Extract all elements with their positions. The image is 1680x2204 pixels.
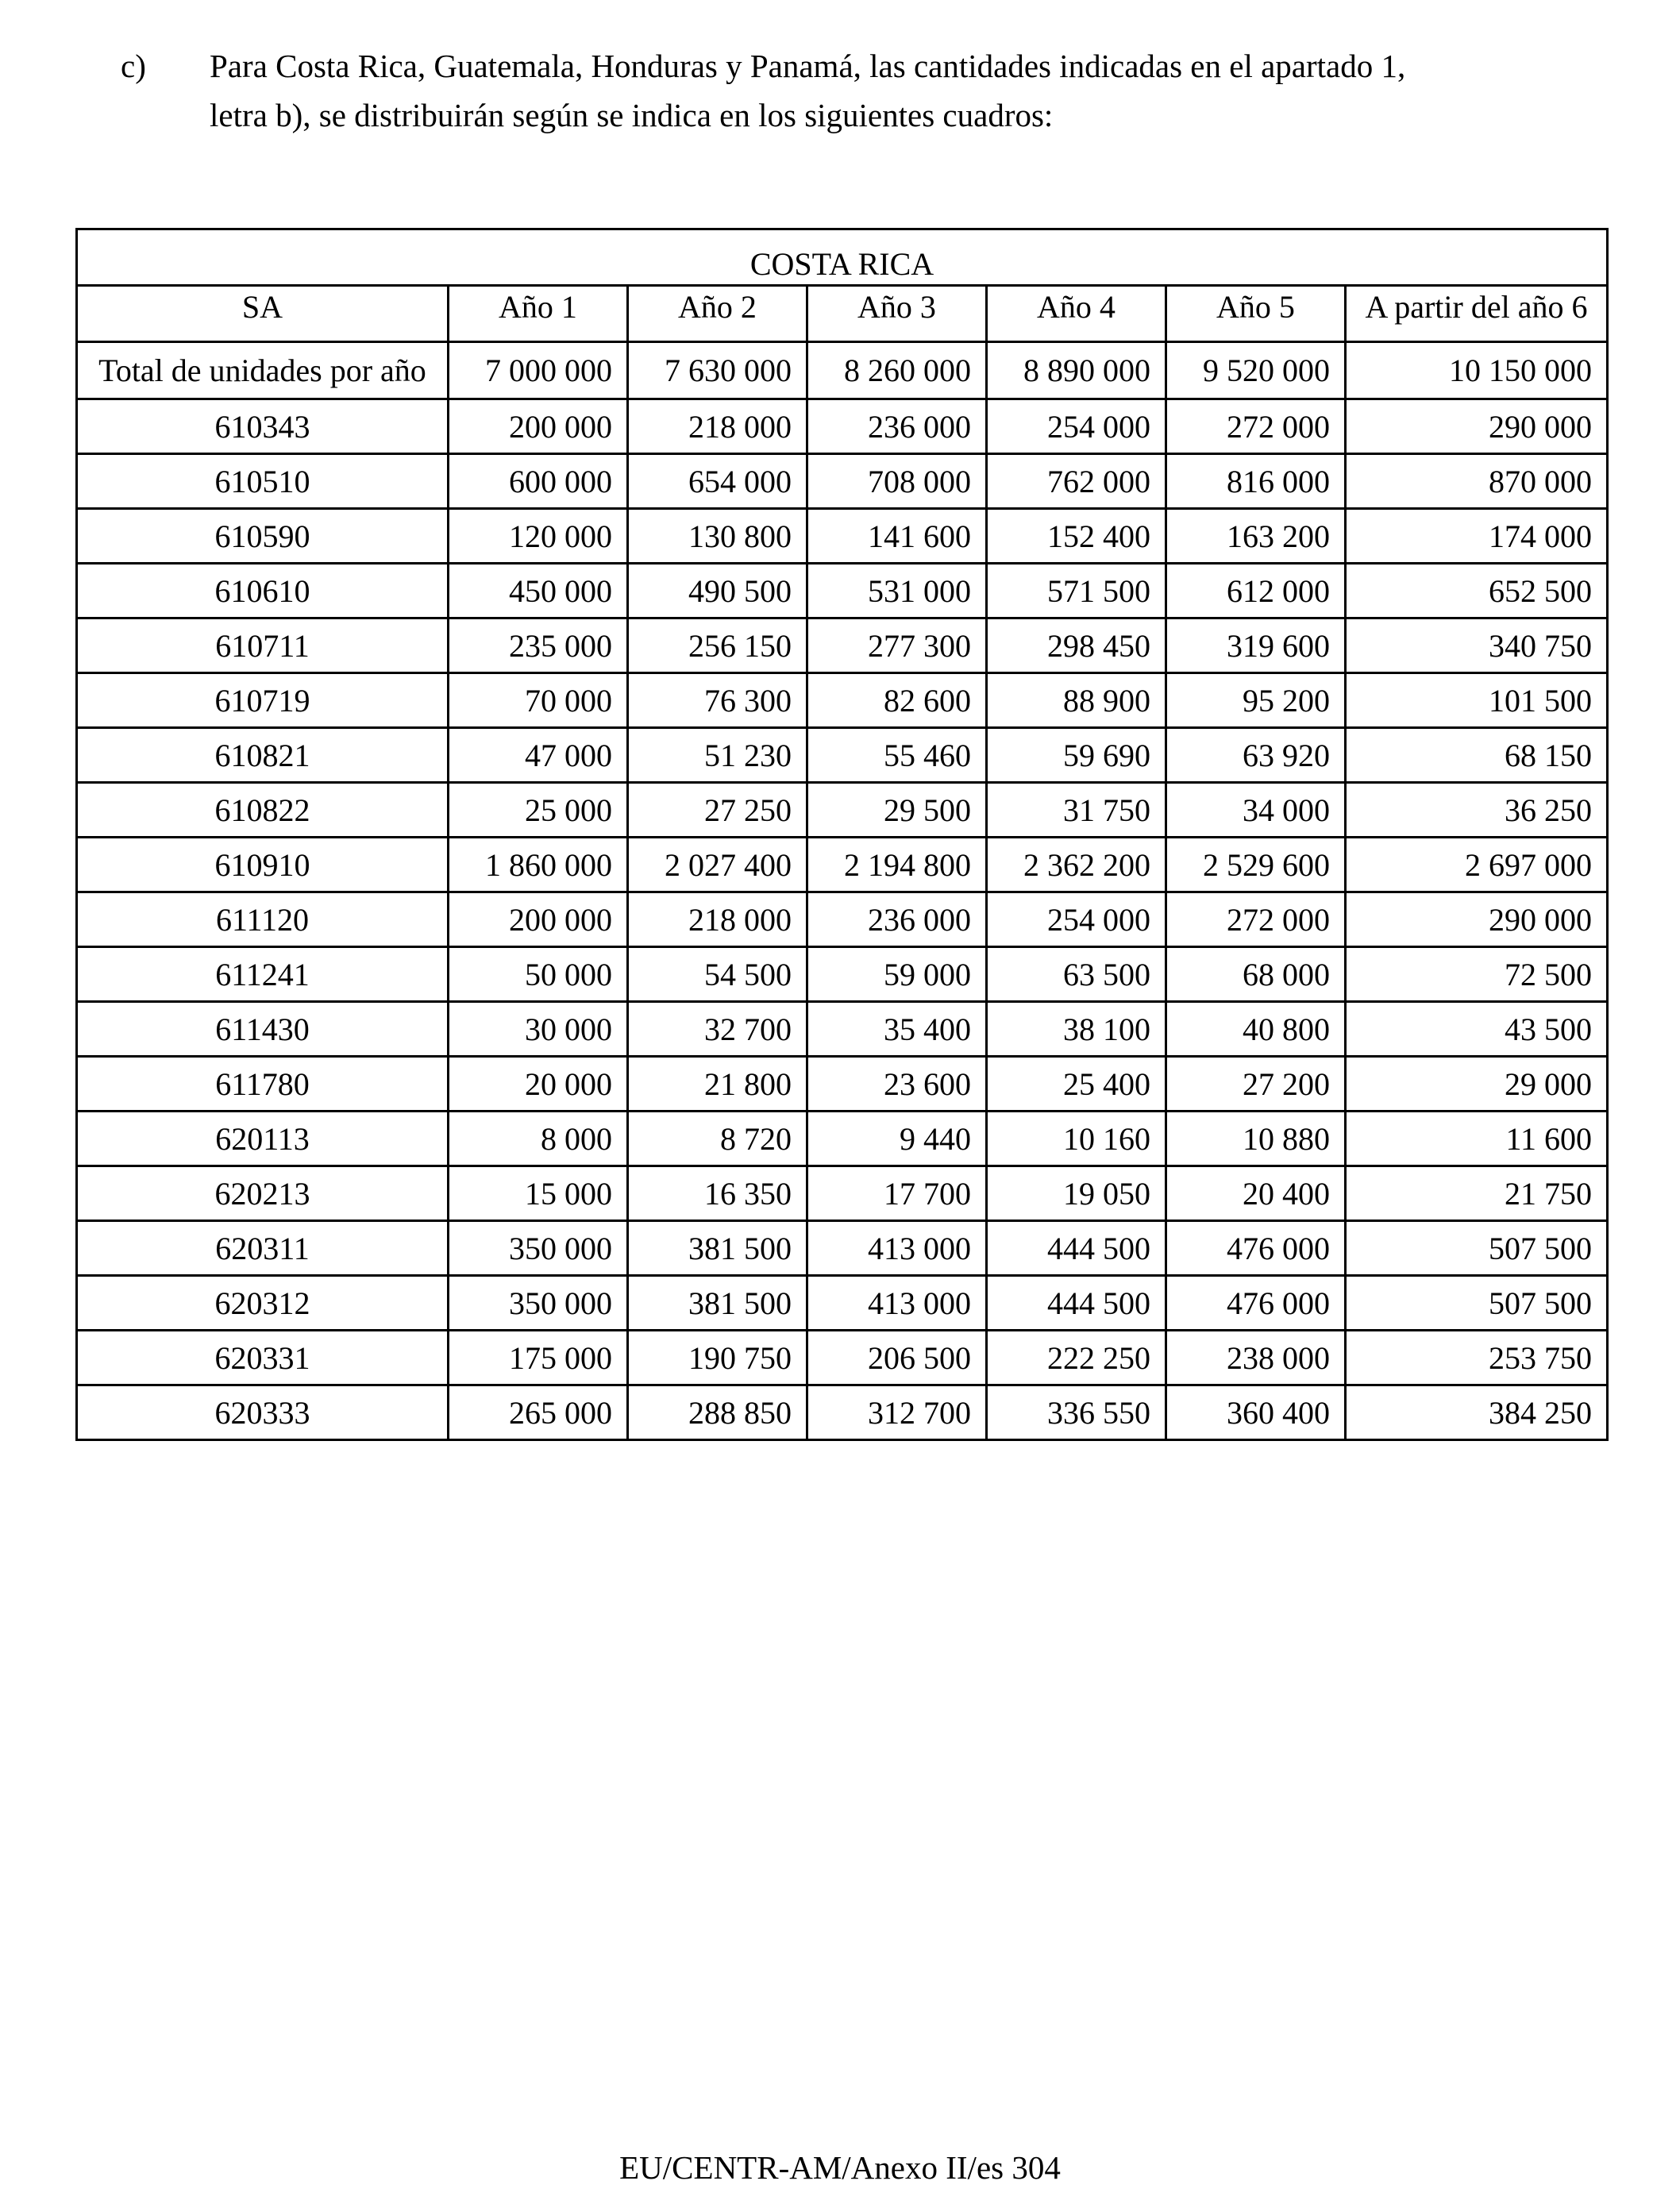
sa-code: 610821 [77, 728, 449, 783]
quantity-cell: 17 700 [807, 1166, 987, 1221]
header-year-5: Año 5 [1166, 286, 1346, 342]
quantity-cell: 8 260 000 [807, 342, 987, 399]
quantity-cell: 68 150 [1346, 728, 1608, 783]
quantity-cell: 360 400 [1166, 1385, 1346, 1440]
table-row [77, 564, 1608, 618]
header-year-6: A partir del año 6 [1346, 286, 1608, 342]
table-row [77, 1112, 1608, 1166]
quantity-cell: 55 460 [807, 728, 987, 783]
quantity-cell: 413 000 [807, 1221, 987, 1276]
sa-code: 620333 [77, 1385, 449, 1440]
quantity-cell: 82 600 [807, 673, 987, 728]
quantity-cell: 762 000 [987, 454, 1166, 509]
quantity-cell: 652 500 [1346, 564, 1608, 618]
table-row [77, 454, 1608, 509]
quantity-cell: 9 440 [807, 1112, 987, 1166]
table-body [77, 342, 1608, 1440]
intro-line-2: letra b), se distribuirán según se indica en los siguientes cuadros: [210, 97, 1054, 133]
quantity-cell: 612 000 [1166, 564, 1346, 618]
quantity-cell: 200 000 [449, 892, 628, 947]
quantity-cell: 816 000 [1166, 454, 1346, 509]
quantity-cell: 507 500 [1346, 1221, 1608, 1276]
table-row [77, 618, 1608, 673]
list-marker: c) [121, 48, 146, 84]
quantity-cell: 2 194 800 [807, 838, 987, 892]
quantity-cell: 31 750 [987, 783, 1166, 838]
quantity-cell: 444 500 [987, 1276, 1166, 1331]
quantity-cell: 95 200 [1166, 673, 1346, 728]
quantity-cell: 63 920 [1166, 728, 1346, 783]
quantity-cell: 54 500 [628, 947, 807, 1002]
quantity-cell: 476 000 [1166, 1276, 1346, 1331]
quantity-cell: 708 000 [807, 454, 987, 509]
quantity-cell: 7 000 000 [449, 342, 628, 399]
quantity-cell: 254 000 [987, 892, 1166, 947]
quantity-cell: 20 000 [449, 1057, 628, 1112]
sa-code: 611430 [77, 1002, 449, 1057]
table-row [77, 1221, 1608, 1276]
quantity-cell: 218 000 [628, 892, 807, 947]
quantity-cell: 256 150 [628, 618, 807, 673]
quantity-cell: 870 000 [1346, 454, 1608, 509]
quantity-cell: 2 362 200 [987, 838, 1166, 892]
quantity-cell: 101 500 [1346, 673, 1608, 728]
sa-code: 620312 [77, 1276, 449, 1331]
quantity-cell: 175 000 [449, 1331, 628, 1385]
sa-code: 610590 [77, 509, 449, 564]
quantity-cell: 2 529 600 [1166, 838, 1346, 892]
quantity-cell: 277 300 [807, 618, 987, 673]
quantity-cell: 413 000 [807, 1276, 987, 1331]
quantity-cell: 490 500 [628, 564, 807, 618]
quantity-cell: 238 000 [1166, 1331, 1346, 1385]
quantity-cell: 25 000 [449, 783, 628, 838]
quantity-cell: 1 860 000 [449, 838, 628, 892]
quota-table [75, 228, 1609, 1441]
header-year-4: Año 4 [987, 286, 1166, 342]
quantity-cell: 312 700 [807, 1385, 987, 1440]
header-year-2: Año 2 [628, 286, 807, 342]
quantity-cell: 235 000 [449, 618, 628, 673]
total-label: Total de unidades por año [77, 342, 449, 399]
quantity-cell: 8 890 000 [987, 342, 1166, 399]
quantity-cell: 36 250 [1346, 783, 1608, 838]
quantity-cell: 47 000 [449, 728, 628, 783]
sa-code: 610910 [77, 838, 449, 892]
quantity-cell: 40 800 [1166, 1002, 1346, 1057]
quantity-cell: 30 000 [449, 1002, 628, 1057]
quantity-cell: 59 690 [987, 728, 1166, 783]
quantity-cell: 290 000 [1346, 399, 1608, 454]
quantity-cell: 288 850 [628, 1385, 807, 1440]
quantity-cell: 571 500 [987, 564, 1166, 618]
quantity-cell: 218 000 [628, 399, 807, 454]
quantity-cell: 200 000 [449, 399, 628, 454]
quantity-cell: 68 000 [1166, 947, 1346, 1002]
quantity-cell: 654 000 [628, 454, 807, 509]
table-row [77, 509, 1608, 564]
quantity-cell: 88 900 [987, 673, 1166, 728]
quantity-cell: 21 750 [1346, 1166, 1608, 1221]
quantity-cell: 476 000 [1166, 1221, 1346, 1276]
sa-code: 620331 [77, 1331, 449, 1385]
sa-code: 620113 [77, 1112, 449, 1166]
quantity-cell: 381 500 [628, 1276, 807, 1331]
quantity-cell: 29 500 [807, 783, 987, 838]
table-row [77, 783, 1608, 838]
table-row [77, 1166, 1608, 1221]
quantity-cell: 130 800 [628, 509, 807, 564]
quantity-cell: 34 000 [1166, 783, 1346, 838]
quantity-cell: 600 000 [449, 454, 628, 509]
page-footer: EU/CENTR-AM/Anexo II/es 304 [619, 2149, 1061, 2186]
table-row [77, 838, 1608, 892]
sa-code: 610822 [77, 783, 449, 838]
table-row [77, 1002, 1608, 1057]
sa-code: 611780 [77, 1057, 449, 1112]
quantity-cell: 236 000 [807, 399, 987, 454]
quantity-cell: 25 400 [987, 1057, 1166, 1112]
quantity-cell: 141 600 [807, 509, 987, 564]
sa-code: 611120 [77, 892, 449, 947]
quantity-cell: 206 500 [807, 1331, 987, 1385]
header-year-3: Año 3 [807, 286, 987, 342]
quantity-cell: 163 200 [1166, 509, 1346, 564]
intro-text [210, 41, 1613, 140]
quantity-cell: 21 800 [628, 1057, 807, 1112]
total-row [77, 342, 1608, 399]
quantity-cell: 8 720 [628, 1112, 807, 1166]
header-sa: SA [77, 286, 449, 342]
sa-code: 620213 [77, 1166, 449, 1221]
quantity-cell: 9 520 000 [1166, 342, 1346, 399]
quantity-cell: 63 500 [987, 947, 1166, 1002]
quantity-cell: 2 027 400 [628, 838, 807, 892]
quantity-cell: 265 000 [449, 1385, 628, 1440]
table-row [77, 673, 1608, 728]
quantity-cell: 38 100 [987, 1002, 1166, 1057]
quantity-cell: 272 000 [1166, 399, 1346, 454]
quantity-cell: 43 500 [1346, 1002, 1608, 1057]
table-row [77, 1276, 1608, 1331]
intro-paragraph [121, 41, 1613, 140]
quantity-cell: 27 250 [628, 783, 807, 838]
quantity-cell: 29 000 [1346, 1057, 1608, 1112]
header-year-1: Año 1 [449, 286, 628, 342]
quantity-cell: 23 600 [807, 1057, 987, 1112]
quantity-cell: 152 400 [987, 509, 1166, 564]
quantity-cell: 11 600 [1346, 1112, 1608, 1166]
quantity-cell: 19 050 [987, 1166, 1166, 1221]
quantity-cell: 8 000 [449, 1112, 628, 1166]
sa-code: 610610 [77, 564, 449, 618]
quantity-cell: 7 630 000 [628, 342, 807, 399]
quantity-cell: 120 000 [449, 509, 628, 564]
quantity-cell: 336 550 [987, 1385, 1166, 1440]
quantity-cell: 190 750 [628, 1331, 807, 1385]
quantity-cell: 340 750 [1346, 618, 1608, 673]
quantity-cell: 27 200 [1166, 1057, 1346, 1112]
quantity-cell: 253 750 [1346, 1331, 1608, 1385]
quantity-cell: 174 000 [1346, 509, 1608, 564]
table-row [77, 1385, 1608, 1440]
quantity-cell: 10 880 [1166, 1112, 1346, 1166]
quantity-cell: 236 000 [807, 892, 987, 947]
table-row [77, 892, 1608, 947]
table-row [77, 947, 1608, 1002]
sa-code: 620311 [77, 1221, 449, 1276]
table-header-row [77, 286, 1608, 342]
quantity-cell: 450 000 [449, 564, 628, 618]
quantity-cell: 222 250 [987, 1331, 1166, 1385]
quantity-cell: 319 600 [1166, 618, 1346, 673]
quantity-cell: 507 500 [1346, 1276, 1608, 1331]
quantity-cell: 10 160 [987, 1112, 1166, 1166]
quantity-cell: 59 000 [807, 947, 987, 1002]
table-row [77, 399, 1608, 454]
quantity-cell: 531 000 [807, 564, 987, 618]
quantity-cell: 70 000 [449, 673, 628, 728]
quantity-cell: 16 350 [628, 1166, 807, 1221]
quantity-cell: 10 150 000 [1346, 342, 1608, 399]
quantity-cell: 254 000 [987, 399, 1166, 454]
sa-code: 610711 [77, 618, 449, 673]
table-row [77, 728, 1608, 783]
quantity-cell: 2 697 000 [1346, 838, 1608, 892]
quantity-cell: 350 000 [449, 1221, 628, 1276]
quantity-cell: 20 400 [1166, 1166, 1346, 1221]
quantity-cell: 76 300 [628, 673, 807, 728]
quantity-cell: 50 000 [449, 947, 628, 1002]
intro-line-1: Para Costa Rica, Guatemala, Honduras y Panamá, las cantidades indicadas en el apartado 1, [210, 48, 1406, 84]
table-title: COSTA RICA [77, 229, 1608, 286]
table-row [77, 1331, 1608, 1385]
quantity-cell: 32 700 [628, 1002, 807, 1057]
quantity-cell: 444 500 [987, 1221, 1166, 1276]
table-row [77, 1057, 1608, 1112]
quantity-cell: 15 000 [449, 1166, 628, 1221]
quantity-cell: 35 400 [807, 1002, 987, 1057]
quantity-cell: 298 450 [987, 618, 1166, 673]
quantity-cell: 51 230 [628, 728, 807, 783]
sa-code: 610343 [77, 399, 449, 454]
quantity-cell: 290 000 [1346, 892, 1608, 947]
sa-code: 610719 [77, 673, 449, 728]
quantity-cell: 72 500 [1346, 947, 1608, 1002]
quantity-cell: 384 250 [1346, 1385, 1608, 1440]
sa-code: 610510 [77, 454, 449, 509]
quantity-cell: 272 000 [1166, 892, 1346, 947]
quantity-cell: 381 500 [628, 1221, 807, 1276]
quantity-cell: 350 000 [449, 1276, 628, 1331]
sa-code: 611241 [77, 947, 449, 1002]
